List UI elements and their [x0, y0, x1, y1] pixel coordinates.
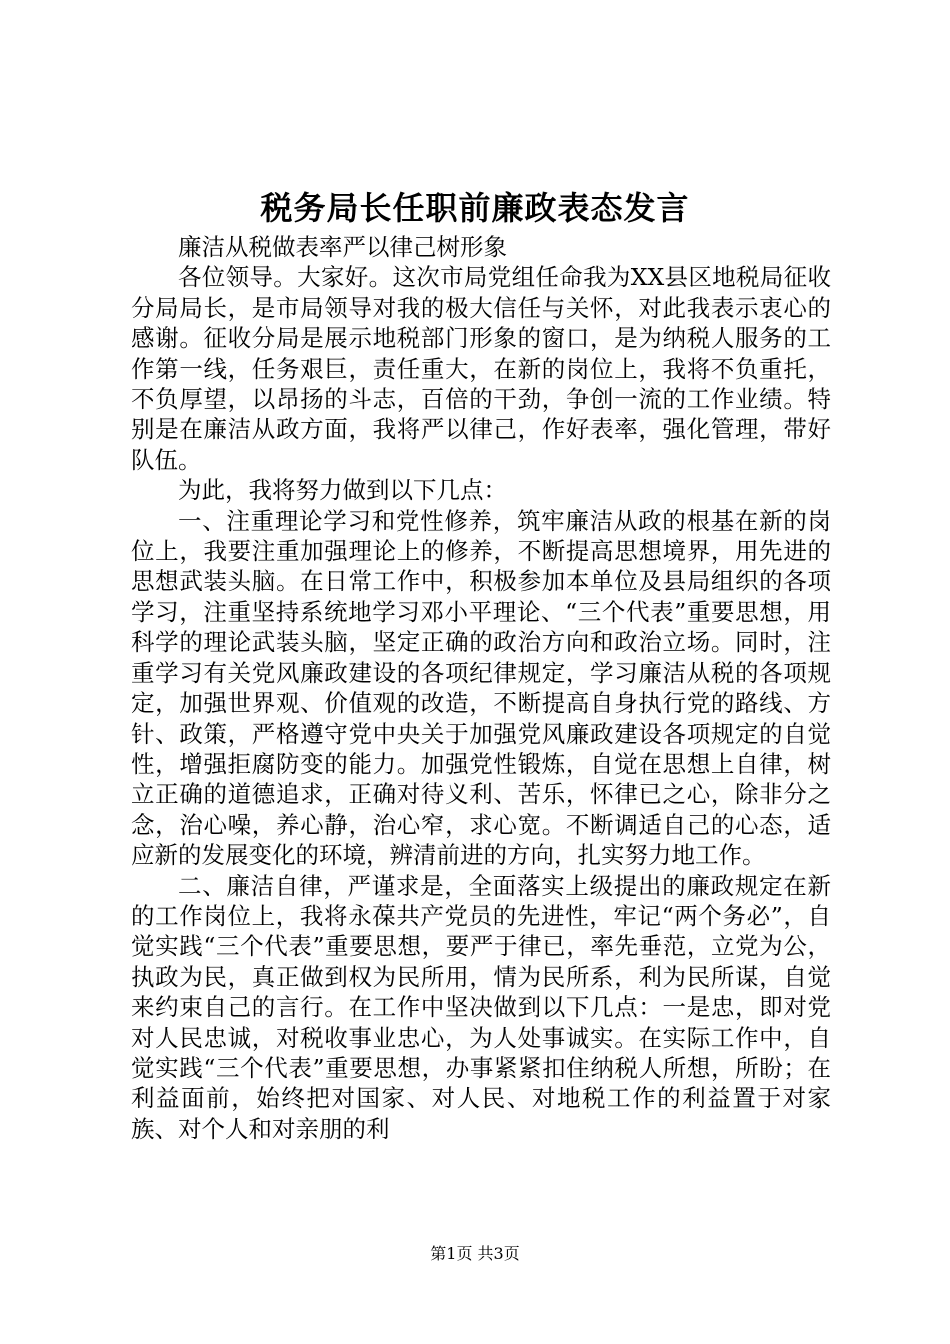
intro-paragraph: 为此，我将努力做到以下几点： — [178, 476, 507, 505]
document-body — [131, 232, 831, 1144]
point-two-paragraph: 二、廉洁自律，严谨求是，全面落实上级提出的廉政规定在新的工作岗位上，我将永葆共产党员的先进性，牢记“两个务必”，自觉实践“三个代表”重要思想，要严于律已，率先垂范，立党为公，执政为民，真正做到权为民所用，情为民所系，利为民所谋，自觉来约束自己的言行。在工作中坚决做到以下几点：一是忠，即对党对人民忠诚，对税收事业忠心，为人处事诚实。在实际工作中，自觉实践“三个代表”重要思想，办事紧紧扣住纳税人所想，所盼；在利益面前，始终把对国家、对人民、对地税工作的利益置于对家族、对个人和对亲朋的利 — [131, 871, 831, 1143]
page-footer: 第1页 共3页 — [430, 1244, 520, 1263]
greeting-paragraph: 各位领导。大家好。这次市局党组任命我为XX县区地税局征收分局局长，是市局领导对我的极大信任与关怀，对此我表示衷心的感谢。征收分局是展示地税部门形象的窗口，是为纳税人服务的工作第一线，任务艰巨，责任重大，在新的岗位上，我将不负重托，不负厚望，以昂扬的斗志，百倍的干劲，争创一流的工作业绩。特别是在廉洁从政方面，我将严以律己，作好表率，强化管理，带好队伍。 — [131, 263, 831, 474]
document-title: 税务局长任职前廉政表态发言 — [260, 189, 690, 227]
subtitle-paragraph: 廉洁从税做表率严以律己树形象 — [178, 233, 507, 261]
point-one-paragraph: 一、注重理论学习和党性修养，筑牢廉洁从政的根基在新的岗位上，我要注重加强理论上的修养，不断提高思想境界，用先进的思想武装头脑。在日常工作中，积极参加本单位及县局组织的各项学习，注重坚持系统地学习邓小平理论、“三个代表”重要思想，用科学的理论武装头脑，坚定正确的政治方向和政治立场。同时，注重学习有关党风廉政建设的各项纪律规定，学习廉洁从税的各项规定，加强世界观、价值观的改造，不断提高自身执行党的路线、方针、政策，严格遵守党中央关于加强党风廉政建设各项规定的自觉性，增强拒腐防变的能力。加强党性锻炼，自觉在思想上自律，树立正确的道德追求，正确对待义利、苦乐，怀律已之心，除非分之念，治心噪，养心静，治心窄，求心宽。不断调适自己的心态，适应新的发展变化的环境，辨清前进的方向，扎实努力地工作。 — [131, 506, 831, 870]
